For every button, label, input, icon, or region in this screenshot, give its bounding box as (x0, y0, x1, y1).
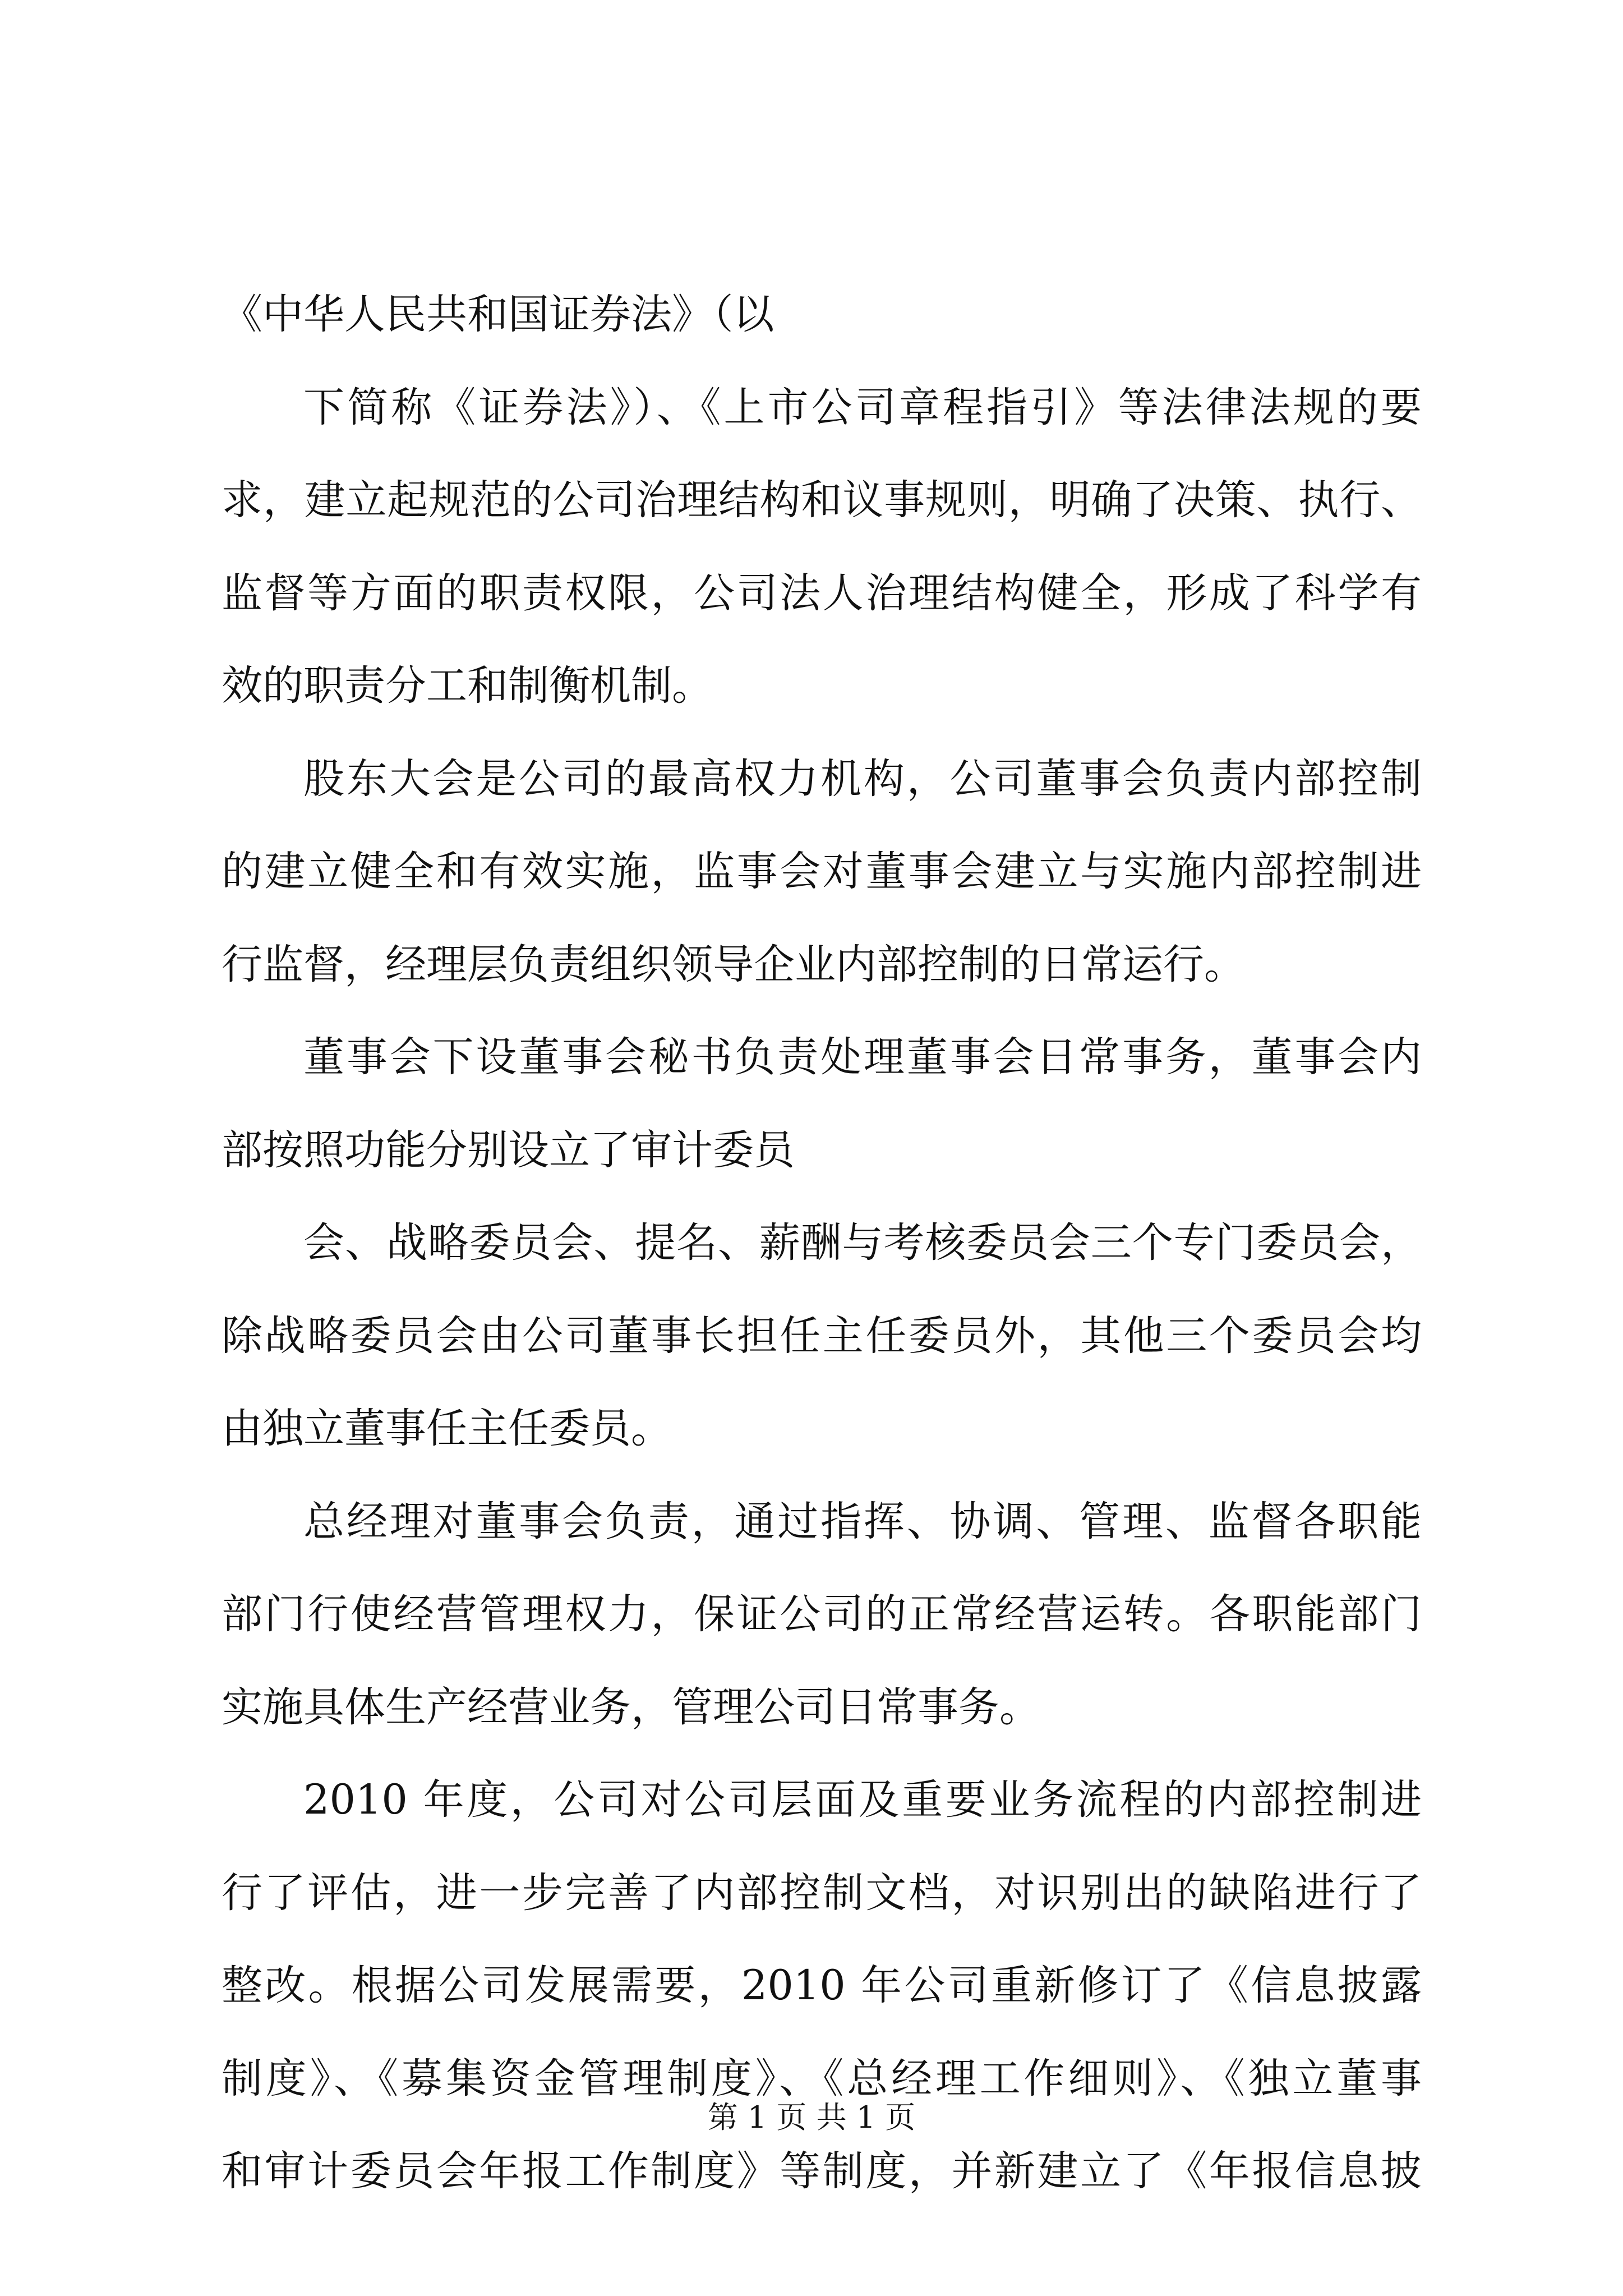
text-line: 行了评估，进一步完善了内部控制文档，对识别出的缺陷进行了 (222, 1869, 1422, 1917)
text-line: 求，建立起规范的公司治理结构和议事规则，明确了决策、执行、 (222, 476, 1422, 524)
text-line: 下简称《证券法》）、《上市公司章程指引》等法律法规的要 (303, 383, 1422, 431)
text-line: 行监督，经理层负责组织领导企业内部控制的日常运行。 (222, 940, 1245, 988)
page-footer (0, 2095, 1623, 2140)
text-line: 2010 年度，公司对公司层面及重要业务流程的内部控制进 (303, 1776, 1422, 1824)
text-line: 效的职责分工和制衡机制。 (222, 662, 713, 710)
text-line: 董事会下设董事会秘书负责处理董事会日常事务，董事会内 (303, 1033, 1422, 1081)
text-line: 部门行使经营管理权力，保证公司的正常经营运转。各职能部门 (222, 1590, 1422, 1638)
text-line: 监督等方面的职责权限，公司法人治理结构健全，形成了科学有 (222, 569, 1422, 617)
text-line: 股东大会是公司的最高权力机构，公司董事会负责内部控制 (303, 754, 1422, 803)
text-line: 整改。根据公司发展需要，2010 年公司重新修订了《信息披露 (222, 1962, 1422, 2009)
text-line: 由独立董事任主任委员。 (222, 1405, 672, 1452)
text-line: 和审计委员会年报工作制度》等制度，并新建立了《年报信息披 (222, 2147, 1422, 2195)
text-line: 《中华人民共和国证券法》（以 (222, 291, 774, 338)
text-line: 部按照功能分别设立了审计委员 (222, 1126, 795, 1174)
text-line: 会、战略委员会、提名、薪酬与考核委员会三个专门委员会， (303, 1219, 1422, 1267)
text-line: 总经理对董事会负责，通过指挥、协调、管理、监督各职能 (303, 1497, 1422, 1545)
text-line: 除战略委员会由公司董事长担任主任委员外，其他三个委员会均 (222, 1312, 1422, 1360)
text-line: 的建立健全和有效实施，监事会对董事会建立与实施内部控制进 (222, 848, 1422, 895)
text-line: 制度》、《募集资金管理制度》、《总经理工作细则》、《独立董事 (222, 2054, 1422, 2102)
body-text (222, 268, 1422, 2218)
text-line: 实施具体生产经营业务，管理公司日常事务。 (222, 1683, 1040, 1731)
page-number-label: 第 1 页 共 1 页 (707, 2100, 916, 2135)
